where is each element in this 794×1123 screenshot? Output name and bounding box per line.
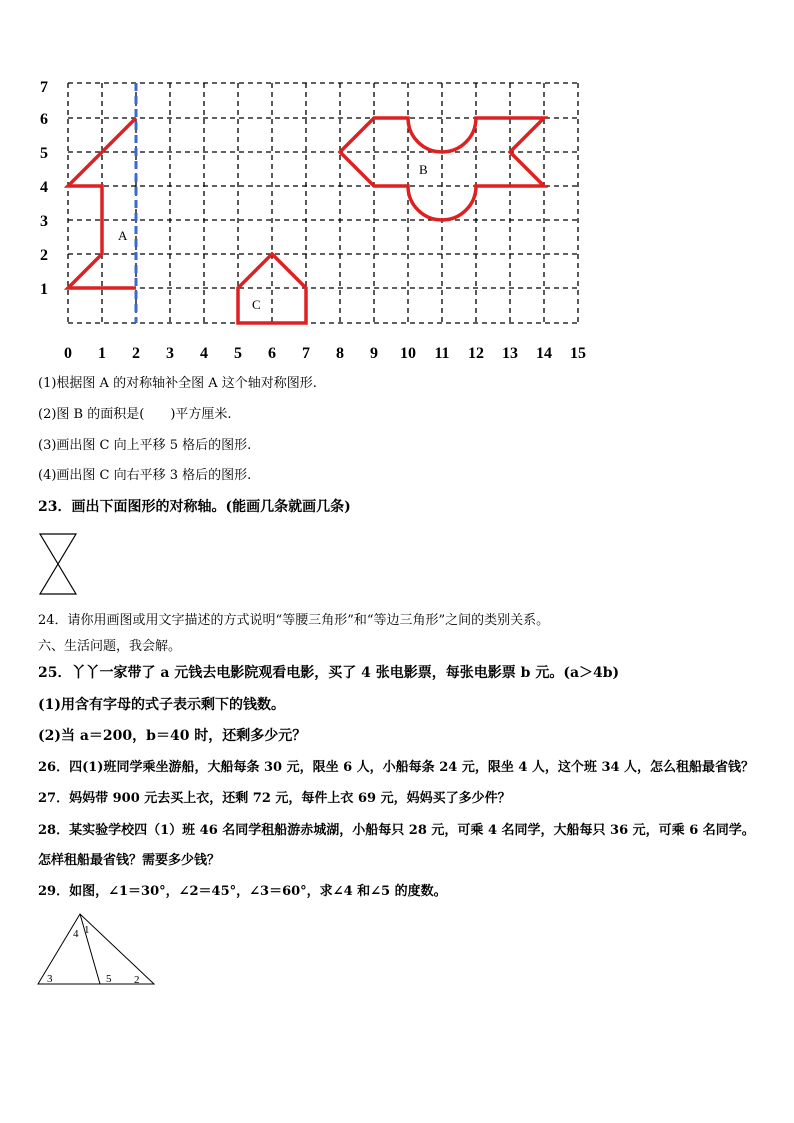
- question-23: 23．画出下面图形的对称轴。(能画几条就画几条): [38, 499, 351, 515]
- x-axis-tick-label: 14: [536, 345, 552, 362]
- triangle-angles-figure: [34, 910, 158, 990]
- angle-label-3: 3: [47, 973, 53, 985]
- question-25-part2: (2)当 a＝200，b＝40 时，还剩多少元？: [38, 728, 307, 744]
- shape-a-label: A: [118, 228, 128, 243]
- question-26: 26．四(1)班同学乘坐游船，大船每条 30 元，限坐 6 人，小船每条 24 元，限坐 4 人，这个班 34 人，怎么租船最省钱？: [38, 760, 755, 775]
- q22-part3: (3)画出图 C 向上平移 5 格后的图形.: [38, 438, 252, 453]
- q22-part4: (4)画出图 C 向右平移 3 格后的图形.: [38, 468, 252, 483]
- y-axis-tick-label: 4: [40, 179, 48, 196]
- x-axis-tick-label: 12: [468, 345, 484, 362]
- y-axis-labels: [40, 79, 48, 298]
- question-28-line1: 28．某实验学校四（1）班 46 名同学租船游赤城湖，小船每只 28 元，可乘 4 名同学，大船每只 36 元，可乘 6 名同学。: [38, 823, 755, 838]
- x-axis-tick-label: 13: [502, 345, 518, 362]
- x-axis-tick-label: 10: [400, 345, 416, 362]
- x-axis-tick-label: 1: [98, 345, 106, 362]
- question-24: 24．请你用画图或用文字描述的方式说明“等腰三角形”和“等边三角形”之间的类别关系。: [38, 613, 550, 628]
- q22-part2-text-before: (2)图 B 的面积是(: [38, 407, 145, 422]
- x-axis-tick-label: 2: [132, 345, 140, 362]
- angle-label-4: 4: [73, 928, 79, 940]
- y-axis-tick-label: 2: [40, 247, 48, 264]
- x-axis-labels: [64, 345, 586, 362]
- q22-part2: [38, 406, 232, 424]
- y-axis-tick-label: 5: [40, 145, 48, 162]
- x-axis-tick-label: 8: [336, 345, 344, 362]
- x-axis-tick-label: 6: [268, 345, 276, 362]
- hourglass-figure: [36, 532, 80, 596]
- question-27: 27．妈妈带 900 元去买上衣，还剩 72 元，每件上衣 69 元，妈妈买了多少件？: [38, 791, 511, 806]
- shape-c-label: C: [252, 297, 261, 312]
- shape-b-label: B: [419, 162, 428, 177]
- y-axis-tick-label: 7: [40, 79, 48, 96]
- angle-label-5: 5: [106, 973, 112, 985]
- x-axis-tick-label: 15: [570, 345, 586, 362]
- coordinate-grid-figure: [30, 78, 600, 368]
- angle-label-2: 2: [134, 974, 140, 986]
- section-6-heading: 六、生活问题，我会解。: [38, 639, 182, 654]
- x-axis-tick-label: 5: [234, 345, 242, 362]
- q22-part1: (1)根据图 A 的对称轴补全图 A 这个轴对称图形.: [38, 376, 317, 391]
- x-axis-tick-label: 7: [302, 345, 310, 362]
- question-25-part1: (1)用含有字母的式子表示剩下的钱数。: [38, 697, 285, 713]
- y-axis-tick-label: 6: [40, 111, 48, 128]
- x-axis-tick-label: 11: [434, 345, 450, 362]
- x-axis-tick-label: 4: [200, 345, 208, 362]
- x-axis-tick-label: 3: [166, 345, 174, 362]
- y-axis-tick-label: 3: [40, 213, 48, 230]
- angle-label-1: 1: [84, 924, 90, 936]
- question-28-line2: 怎样租船最省钱？需要多少钱？: [38, 853, 221, 868]
- y-axis-tick-label: 1: [40, 281, 48, 298]
- x-axis-tick-label: 0: [64, 345, 72, 362]
- x-axis-tick-label: 9: [370, 345, 378, 362]
- q22-part2-text-after: )平方厘米.: [170, 407, 232, 422]
- shape-a: [68, 118, 136, 288]
- question-29: 29．如图，∠1＝30°，∠2＝45°，∠3＝60°，求∠4 和∠5 的度数。: [38, 884, 447, 899]
- question-25: 25．丫丫一家带了 a 元钱去电影院观看电影，买了 4 张电影票，每张电影票 b 元。(a＞4b): [38, 665, 620, 681]
